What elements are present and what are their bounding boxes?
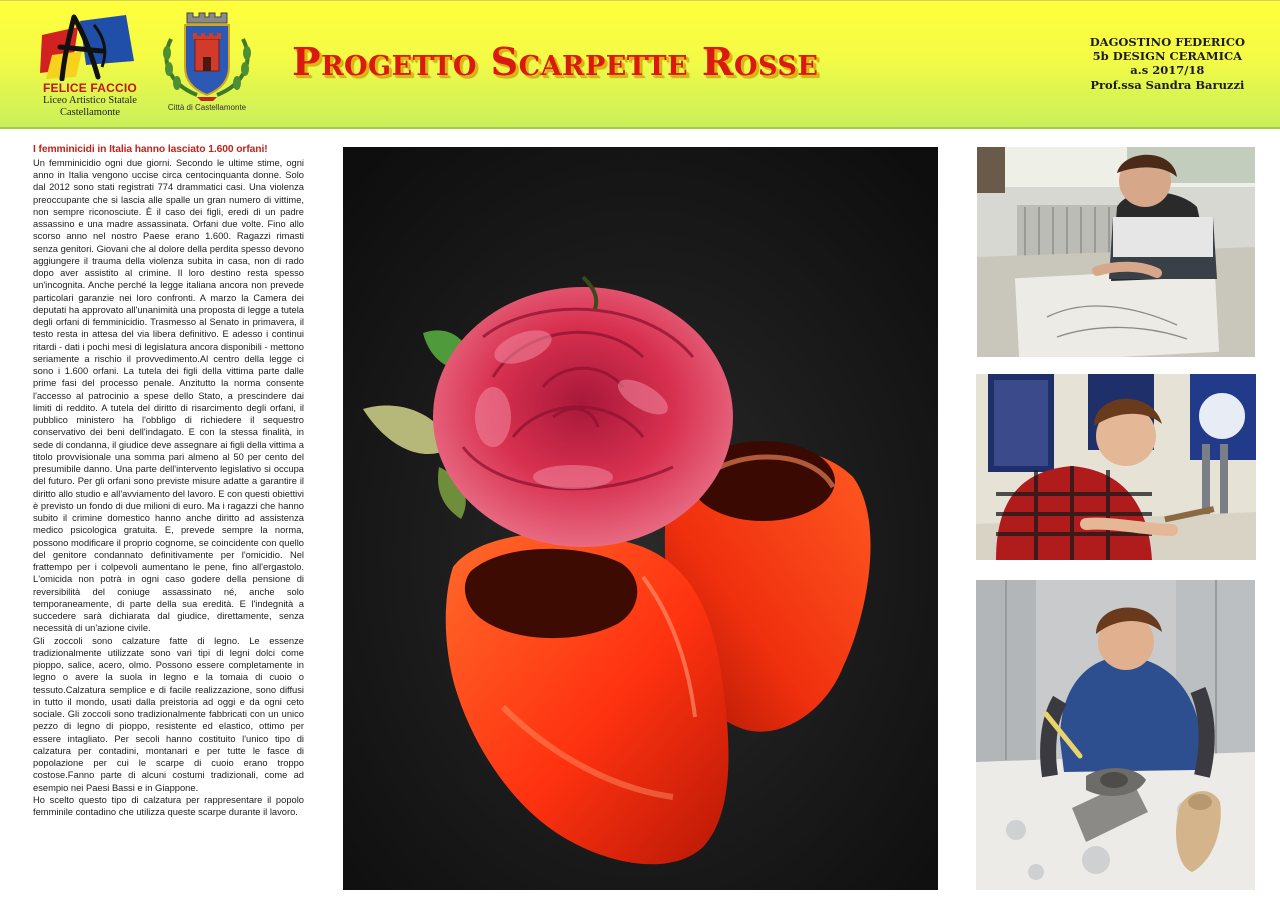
page-title: Progetto Scarpette Rosse bbox=[292, 39, 819, 84]
school-logo-line1: Liceo Artistico Statale bbox=[43, 95, 137, 106]
city-crest-icon bbox=[157, 9, 257, 101]
article-heading: I femminicidi in Italia hanno lasciato 1.600 orfani! bbox=[33, 144, 268, 155]
main-photo bbox=[343, 147, 938, 890]
side-photo-2 bbox=[976, 374, 1256, 560]
student-drawing-image bbox=[976, 374, 1256, 560]
credits-block bbox=[1090, 35, 1245, 92]
credits-teacher: Prof.ssa Sandra Baruzzi bbox=[1090, 77, 1245, 92]
school-logo-line2: Castellamonte bbox=[59, 107, 121, 118]
credits-author: DAGOSTINO FEDERICO bbox=[1089, 35, 1245, 49]
article-closing-text: Ho scelto questo tipo di calzatura per rappresentare il popolo femminile contadino che utilizza queste scarpe durante il lavoro. bbox=[33, 794, 304, 818]
side-photo-1 bbox=[977, 147, 1255, 357]
student-sketching-image bbox=[977, 147, 1255, 357]
school-logo bbox=[38, 11, 142, 119]
city-logo-caption: Città di Castellamonte bbox=[167, 103, 247, 112]
credits-class: 5b DESIGN CERAMICA bbox=[1092, 49, 1243, 64]
city-logo bbox=[157, 9, 257, 117]
article-body: Un femminicidio ogni due giorni. Secondo le ultime stime, ogni anno in Italia vengono uccise circa centocinquanta donne. Solo dal 2012 sono stati registrati 774 drammatici casi. Una violenza preoccupante che si lascia alle spalle un gran numero di vittime, non sempre riconosciute. È il caso dei figli, eredi di un padre assassino e una madre assassinata. Orfani due volte. Fino allo scorso anno nel nostro Paese erano 1.600. Ragazzi rimasti senza genitori. Giovani che al dolore della perdita spesso devono aggiungere il trauma della violenza subita in casa, non di rado dopo aver assistito al crimine. Il loro destino resta spesso un'incognita. Anche perché la legge italiana ancora non prevede particolari garanzie nei loro confronti. A marzo la Camera dei deputati ha approvato all'unanimità una proposta di legge a tutela degli orfani di femminicidio. Trasmesso al Senato in primavera, il testo resta in attesa del via libera definitivo. E adesso i continui ritardi - dati i pochi mesi di legislatura ancora disponibili - mettono seriamente a rischio il provvedimento.Al centro della legge ci sono i 1.600 orfani. La tutela dei figli della vittima parte dalle prime fasi del processo penale. Anzitutto la norma consente l'accesso al patrocinio a spese dello Stato, a prescindere dai limiti di reddito. A tutela del diritto di risarcimento degli orfani, il pubblico ministero ha l'obbligo di richiedere il sequestro conservativo dei beni dell'indagato. E con la stessa finalità, in sede di condanna, il giudice deve assegnare ai figli della vittima a titolo provvisionale una somma pari almeno al 50 per cento del presumibile danno. Una parte dell'intervento legislativo si occupa del futuro. Per gli orfani sono previste misure adatte a garantire il diritto allo studio e all'avviamento del lavoro. E con questi obiettivi è previsto un fondo di due milioni di euro. Ma i ragazzi che hanno subito il crimine domestico hanno anche diritto ad assistenza medico psicologica gratuita. E, prevede sempre la norma, possono modificare il proprio cognome, se coincidente con quello del genitore condannato definitivamente per l'omicidio. Nel frattempo per i colpevoli aumentano le pene, fino all'ergastolo. L'omicida non potrà in ogni caso godere della pensione di reversibilità del coniuge assassinato né, anche solo temporaneamente, di parte della sua eredità. E l'indegnità a succedere sarà dichiarata dal giudice, direttamente, senza necessità di un'azione civile. bbox=[33, 157, 304, 634]
article-column bbox=[33, 144, 304, 884]
red-clogs-rose-image bbox=[343, 147, 938, 890]
student-clay-modeling-image bbox=[976, 580, 1255, 890]
school-logo-icon bbox=[38, 11, 142, 81]
side-photo-3 bbox=[976, 580, 1255, 890]
credits-year: a.s 2017/18 bbox=[1130, 63, 1205, 78]
article-clogs-text: Gli zoccoli sono calzature fatte di legno. Le essenze tradizionalmente utilizzate sono vari tipi di legni dolci come pioppo, salice, acero, olmo. Possono essere completamente in legno o avere la suola in legno e la tomaia di cuoio o tessuto.Calzatura semplice e di facile realizzazione, sono diffusi in tutto il mondo, usati dalla preistoria ad oggi e da ogni ceto sociale. Gli zoccoli sono tradizionalmente fabbricati con un unico pezzo di legno di pioppo, resistente ed elastico, ottimo per essere intagliato. Per secoli hanno costituito l'unico tipo di calzatura per contadini, montanari e per tutte le fasce di popolazione per cui le scarpe di cuoio erano troppo costose.Fanno parte di alcuni costumi tradizionali, come ad esempio nei Paesi Bassi e in Giappone. bbox=[33, 635, 304, 793]
school-logo-name: FELICE FACCIO bbox=[43, 81, 137, 95]
header-band bbox=[0, 0, 1280, 129]
